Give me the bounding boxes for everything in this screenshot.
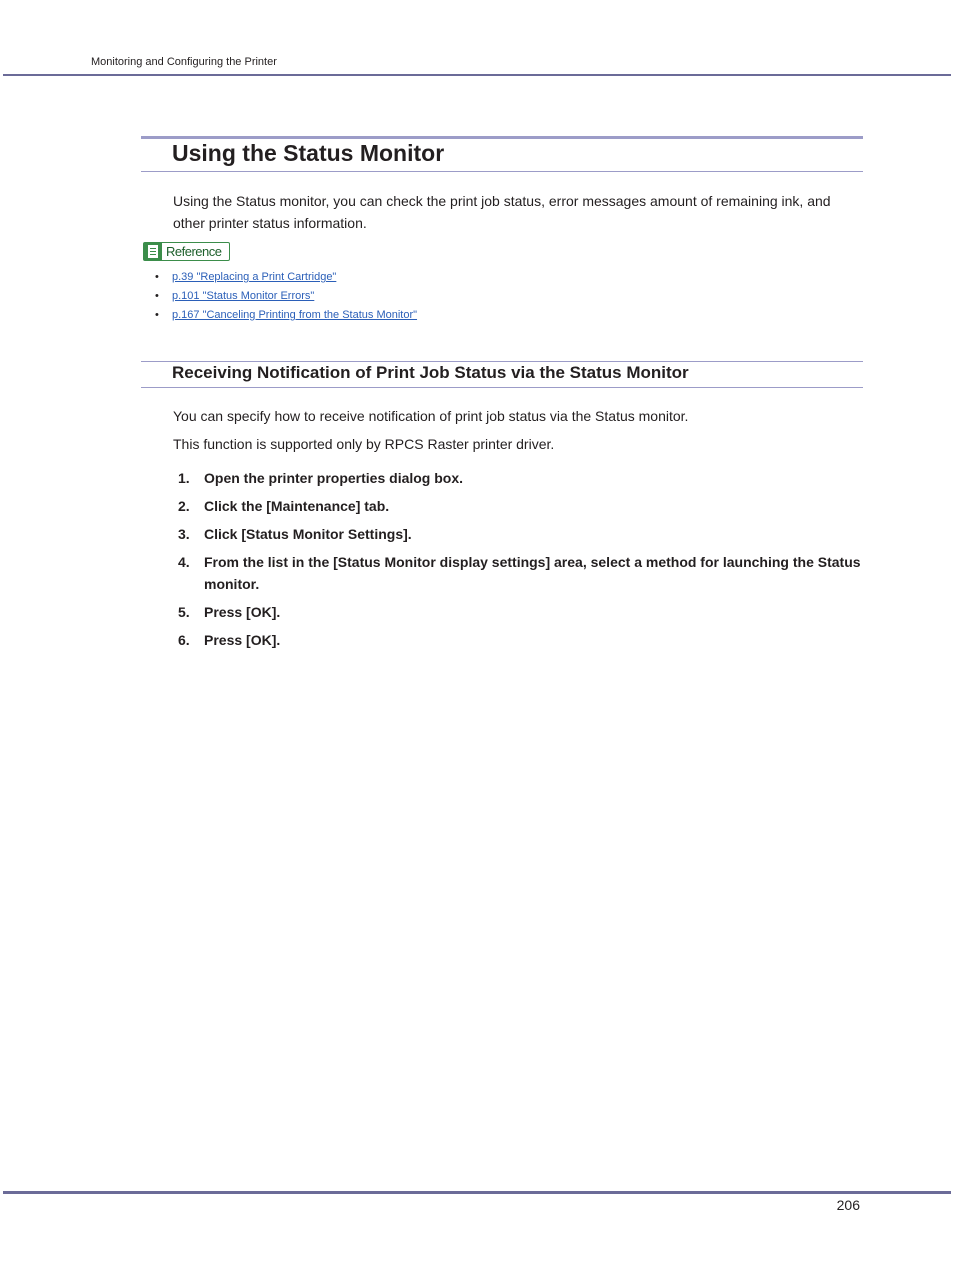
reference-link-replacing-cartridge[interactable]: p.39 "Replacing a Print Cartridge": [172, 271, 337, 283]
subsection-paragraph-1: You can specify how to receive notification of print job status via the Status monitor.: [173, 408, 689, 424]
note-icon: [144, 243, 162, 260]
step-text: Open the printer properties dialog box.: [204, 470, 464, 486]
step-text: Click the [Maintenance] tab.: [204, 498, 390, 514]
reference-label: Reference: [166, 244, 222, 259]
section-heading-box: [141, 136, 863, 172]
step-item: [173, 467, 863, 489]
running-header: Monitoring and Configuring the Printer: [91, 56, 277, 68]
reference-link-status-monitor-errors[interactable]: p.101 "Status Monitor Errors": [172, 290, 315, 302]
step-item: [173, 523, 863, 545]
step-text: From the list in the [Status Monitor display settings] area, select a method for launching the Status monitor.: [204, 554, 861, 592]
step-number: 3.: [178, 526, 190, 542]
step-text: Press [OK].: [204, 604, 281, 620]
step-number: 6.: [178, 632, 190, 648]
step-item: [173, 601, 863, 623]
bullet: •: [155, 271, 159, 283]
procedure-steps: [173, 467, 863, 657]
subsection-paragraph-2: This function is supported only by RPCS Raster printer driver.: [173, 436, 555, 452]
step-item: [173, 495, 863, 517]
reference-list: [155, 268, 417, 325]
step-number: 1.: [178, 470, 190, 486]
step-item: [173, 629, 863, 651]
step-text: Click [Status Monitor Settings].: [204, 526, 412, 542]
section-title: Using the Status Monitor: [172, 140, 445, 166]
step-number: 2.: [178, 498, 190, 514]
header-rule: [3, 74, 951, 76]
bullet: •: [155, 309, 159, 321]
bullet: •: [155, 290, 159, 302]
subsection-title: Receiving Notification of Print Job Status via the Status Monitor: [172, 363, 689, 382]
subsection-heading-box: [141, 361, 863, 388]
step-text: Press [OK].: [204, 632, 281, 648]
list-item: [155, 268, 417, 287]
list-item: [155, 287, 417, 306]
step-number: 4.: [178, 554, 190, 570]
reference-badge: [143, 242, 230, 261]
footer-rule: [3, 1191, 951, 1194]
intro-paragraph: Using the Status monitor, you can check the print job status, error messages amount of remaining ink, and other printer status information.: [173, 193, 831, 231]
reference-link-canceling-printing[interactable]: p.167 "Canceling Printing from the Status Monitor": [172, 309, 418, 321]
step-item: [173, 551, 863, 595]
list-item: [155, 306, 417, 325]
page-number: 206: [836, 1197, 860, 1213]
step-number: 5.: [178, 604, 190, 620]
